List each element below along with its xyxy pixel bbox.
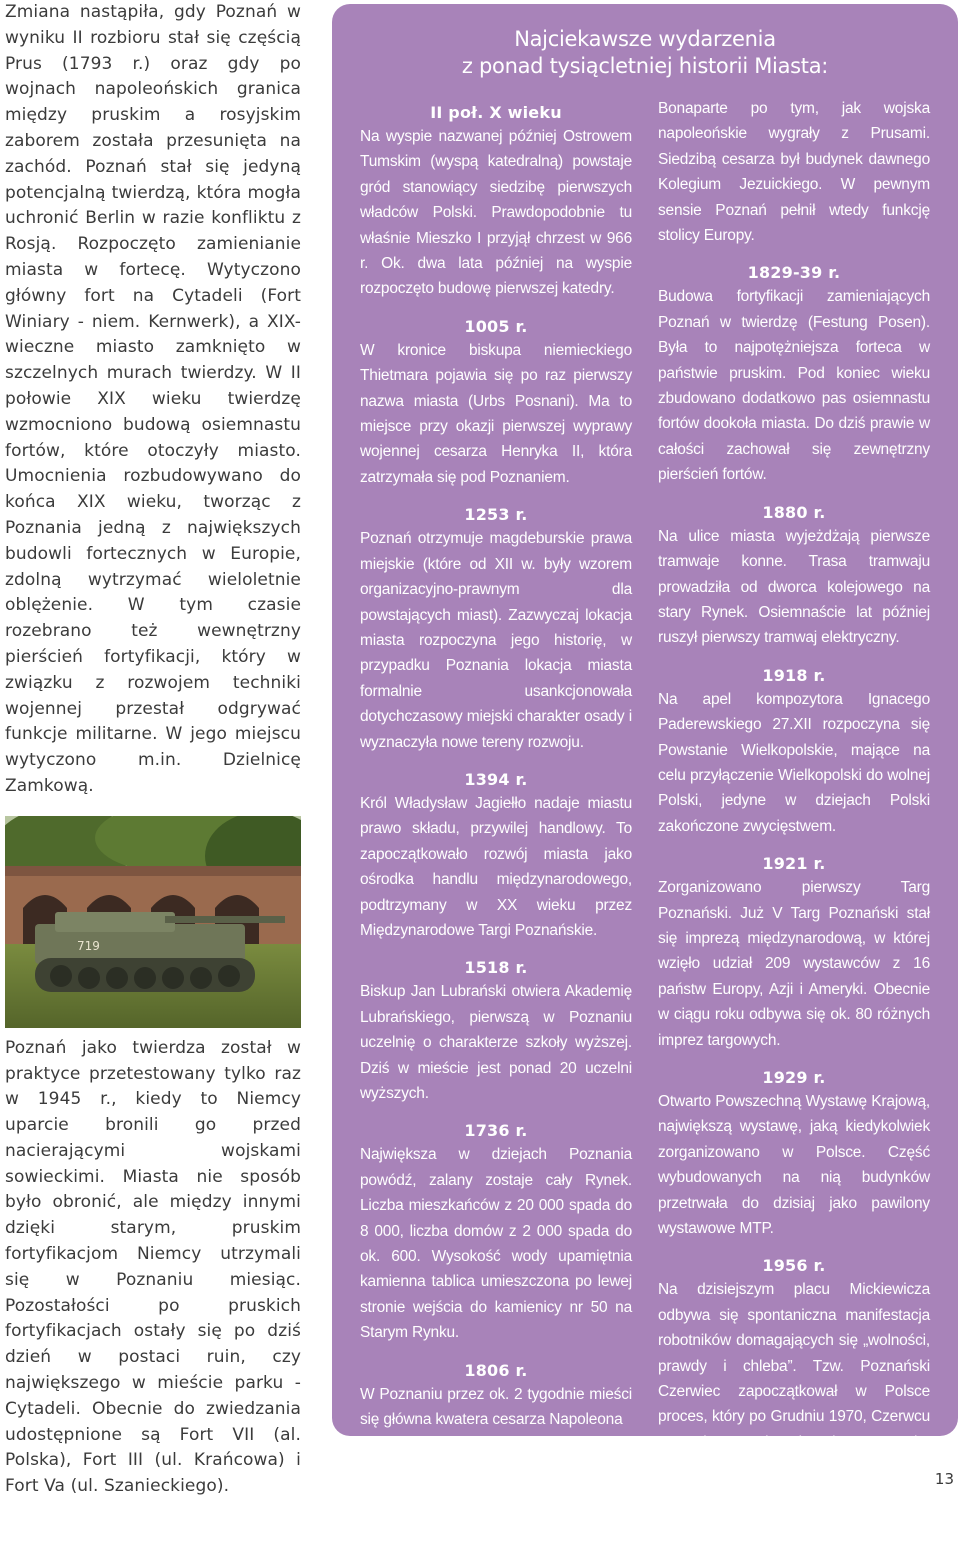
event-date: 1880 r.: [762, 502, 826, 522]
event-item: [360, 316, 632, 490]
event-date: II poł. X wieku: [430, 103, 562, 122]
event-date: 1005 r.: [464, 316, 528, 336]
event-text: Budowa fortyfikacji zamieniających Poznań w twierdzę (Festung Posen). Była to najpotężniejsza forteca w państwie pruskim. Pod koniec wieku zbudowano dodatkowo pas osiemnastu fortów dookoła miasta. Do dziś prawie w całości zachował się zewnętrzny pierścień fortów.: [658, 288, 930, 484]
event-text: Na ulice miasta wyjeżdżają pierwsze tramwaje konne. Trasa tramwaju prowadziła od dworca kolejowego na stary Rynek. Osiemnaście lat później ruszył pierwszy tramwaj elektryczny.: [658, 527, 930, 647]
event-date: 1394 r.: [464, 769, 528, 789]
event-text: Zorganizowano pierwszy Targ Poznański. Już V Targ Poznański stał się imprezą międzynarodową, w której wzięło udział 209 wystawców z 16 państw Europy, Azji i Ameryki. Obecnie w ciągu roku odbywa się ok. 80 różnych imprez targowych.: [658, 879, 930, 1049]
event-text: Otwarto Powszechną Wystawę Krajową, największą wystawę, jaką kiedykolwiek zorganizowano w Polsce. Część wybudowanych na nią budynków przetrwała do dzisiaj jako pawilony wystawowe MTP.: [658, 1093, 930, 1238]
event-text: Biskup Jan Lubrański otwiera Akademię Lubrańskiego, pierwszą w Poznaniu uczelnię o charakterze szkoły wyższej. Dziś w mieście jest ponad 20 uczelni wyższych.: [360, 983, 632, 1102]
event-text: Na apel kompozytora Ignacego Paderewskiego 27.XII rozpoczyna się Powstanie Wielkopolskie, mające na celu przyłączenie Wielkopolski do wolnej Polski, jedyne w dziejach Polski zakończone zwycięstwem.: [658, 690, 930, 835]
event-item: [360, 957, 632, 1106]
event-item: [360, 1120, 632, 1345]
event-item: [360, 1360, 632, 1433]
event-text: Na dzisiejszym placu Mickiewicza odbywa się spontaniczna manifestacja robotników domagających się „wolności, prawdy i chleba”. Tzw. Poznański Czerwiec zapoczątkował w Polsce proces, który po Grudniu 1970, Czerwcu 1976 i wreszcie Sierpniu 1980 roku doprowadził do porozumień Okrągłego Stołu w 1989 r. i w konsekwencji do wolności i demokracji.: [658, 1281, 930, 1528]
events-column-right: [658, 96, 930, 1546]
panel-title: [332, 26, 958, 80]
event-text: W Poznaniu przez ok. 2 tygodnie mieści się główna kwatera cesarza Napoleona: [360, 1385, 632, 1429]
event-item: [360, 504, 632, 755]
event-date: 1918 r.: [762, 665, 826, 685]
event-continuation: [658, 96, 930, 248]
page-number: 13: [934, 1470, 954, 1488]
event-item: [658, 1067, 930, 1241]
event-text: W kronice biskupa niemieckiego Thietmara pojawia się po raz pierwszy nazwa miasta (Urbs Posnani). Ma to miejsce przy okazji pierwszej wyprawy wojennej cesarza Henryka II, która zatrzymała się pod Poznaniem.: [360, 341, 632, 486]
event-text: Król Władysław Jagiełło nadaje miastu prawo składu, przywilej handlowy. To zapoczątkowało rozwój miasta jako ośrodka handlu międzynarodowego, podtrzymany w XX wieku przez Międzynarodowe Targi Poznańskie.: [360, 794, 632, 939]
event-item: [658, 262, 930, 487]
events-panel: [332, 4, 958, 1528]
event-item: [658, 665, 930, 839]
event-date: 1921 r.: [762, 854, 826, 874]
event-item: [658, 502, 930, 651]
event-date: 1253 r.: [464, 505, 528, 525]
event-text: Bonaparte po tym, jak wojska napoleońskie wygrały z Prusami. Siedzibą cesarza był budynek dawnego Kolegium Jezuickiego. W pewnym sensie Poznań pełnił wtedy funkcję stolicy Europy.: [658, 100, 930, 245]
event-item: [658, 1255, 930, 1531]
panel-title-line-1: Najciekawsze wydarzenia: [514, 27, 776, 51]
tank-number: 719: [77, 938, 100, 953]
event-date: 1929 r.: [762, 1068, 826, 1087]
event-date: 1736 r.: [464, 1121, 528, 1141]
event-date: 1806 r.: [464, 1360, 528, 1380]
left-column: [5, 0, 301, 1500]
event-item: [658, 853, 930, 1053]
panel-title-line-2: z ponad tysiącletniej historii Miasta:: [461, 54, 829, 78]
event-text: Na wyspie nazwanej później Ostrowem Tumskim (wyspą katedralną) powstaje gród stanowiący siedzibę pierwszych władców Polski. Prawdopodobnie tu właśnie Mieszko I przyjął chrzest w 966 r. Ok. dwa lata później na wyspie rozpoczęto budowę pierwszej katedry.: [360, 128, 632, 298]
event-text: Największa w dziejach Poznania powódź, zalany zostaje cały Rynek. Liczba mieszkańców z 20 000 spada do 8 000, liczba domów z 2 000 spada do ok. 600. Wysokość wody upamiętnia kamienna tablica umieszczona po lewej stronie wejścia do kamienicy nr 50 na Starym Rynku.: [360, 1146, 632, 1342]
event-item: [360, 769, 632, 943]
event-text: Poznań otrzymuje magdeburskie prawa miejskie (które od XII w. były wzorem organizacyjno-prawnym dla powstających miast). Zazwyczaj lokacja miasta rozpoczyna jego historię, w przypadku Poznania lokacja miasta formalnie usankcjonowała dotychczasowy miejski charakter osady i wyznaczyła nowe tereny rozwoju.: [360, 530, 632, 751]
tank-photo: [5, 816, 301, 1028]
left-paragraph-1: Zmiana nastąpiła, gdy Poznań w wyniku II rozbioru stał się częścią Prus (1793 r.) oraz gdy po wojnach napoleońskich granica między pruskim a rosyjskim zaborem została przesunięta na zachód. Poznań stał się jedyną potencjalną twierdzą, która mogła uchronić Berlin w razie konfliktu z Rosją. Rozpoczęto zamienianie miasta w fortecę. Wytyczono główny fort na Cytadeli (Fort Winiary - niem. Kernwerk), a XIX-wieczne miasto zamknięto w szczelnych murach twierdzy. W II połowie XIX wieku twierdzę wzmocniono budową osiemnastu fortów, które otoczyły miasto. Umocnienia rozbudowywano do końca XIX wieku, tworząc z Poznania jedną z największych budowli fortecznych w Europie, zdolną wytrzymać wieloletnie oblężenie. W tym czasie rozebrano też wewnętrzny pierścień fortyfikacji, który w związku z rozwojem techniki wojennej przestał odgrywać funkcje militarne. W jego miejscu wytyczono m.in. Dzielnicę Zamkową.: [5, 2, 301, 796]
event-date: 1956 r.: [762, 1256, 826, 1276]
event-date: 1518 r.: [464, 958, 528, 978]
left-paragraph-2: Poznań jako twierdza został w praktyce przetestowany tylko raz w 1945 r., kiedy to Niemcy uparcie bronili go przed nacierającymi wojskami sowieckimi. Miasta nie sposób było obronić, ale między innymi dzięki starym, pruskim fortyfikacjom Niemcy utrzymali się w Poznaniu miesiąc. Pozostałości po pruskich fortyfikacjach ostały się po dziś dzień w postaci ruin, czy największego w mieście parku - Cytadeli. Obecnie do zwiedzania udostępnione są Fort VII (al. Polska), Fort III (ul. Krańcowa) i Fort Va (ul. Szanieckiego).: [5, 1037, 301, 1497]
event-item: [360, 102, 632, 302]
events-column-middle: [360, 96, 632, 1446]
event-date: 1829-39 r.: [747, 263, 841, 283]
